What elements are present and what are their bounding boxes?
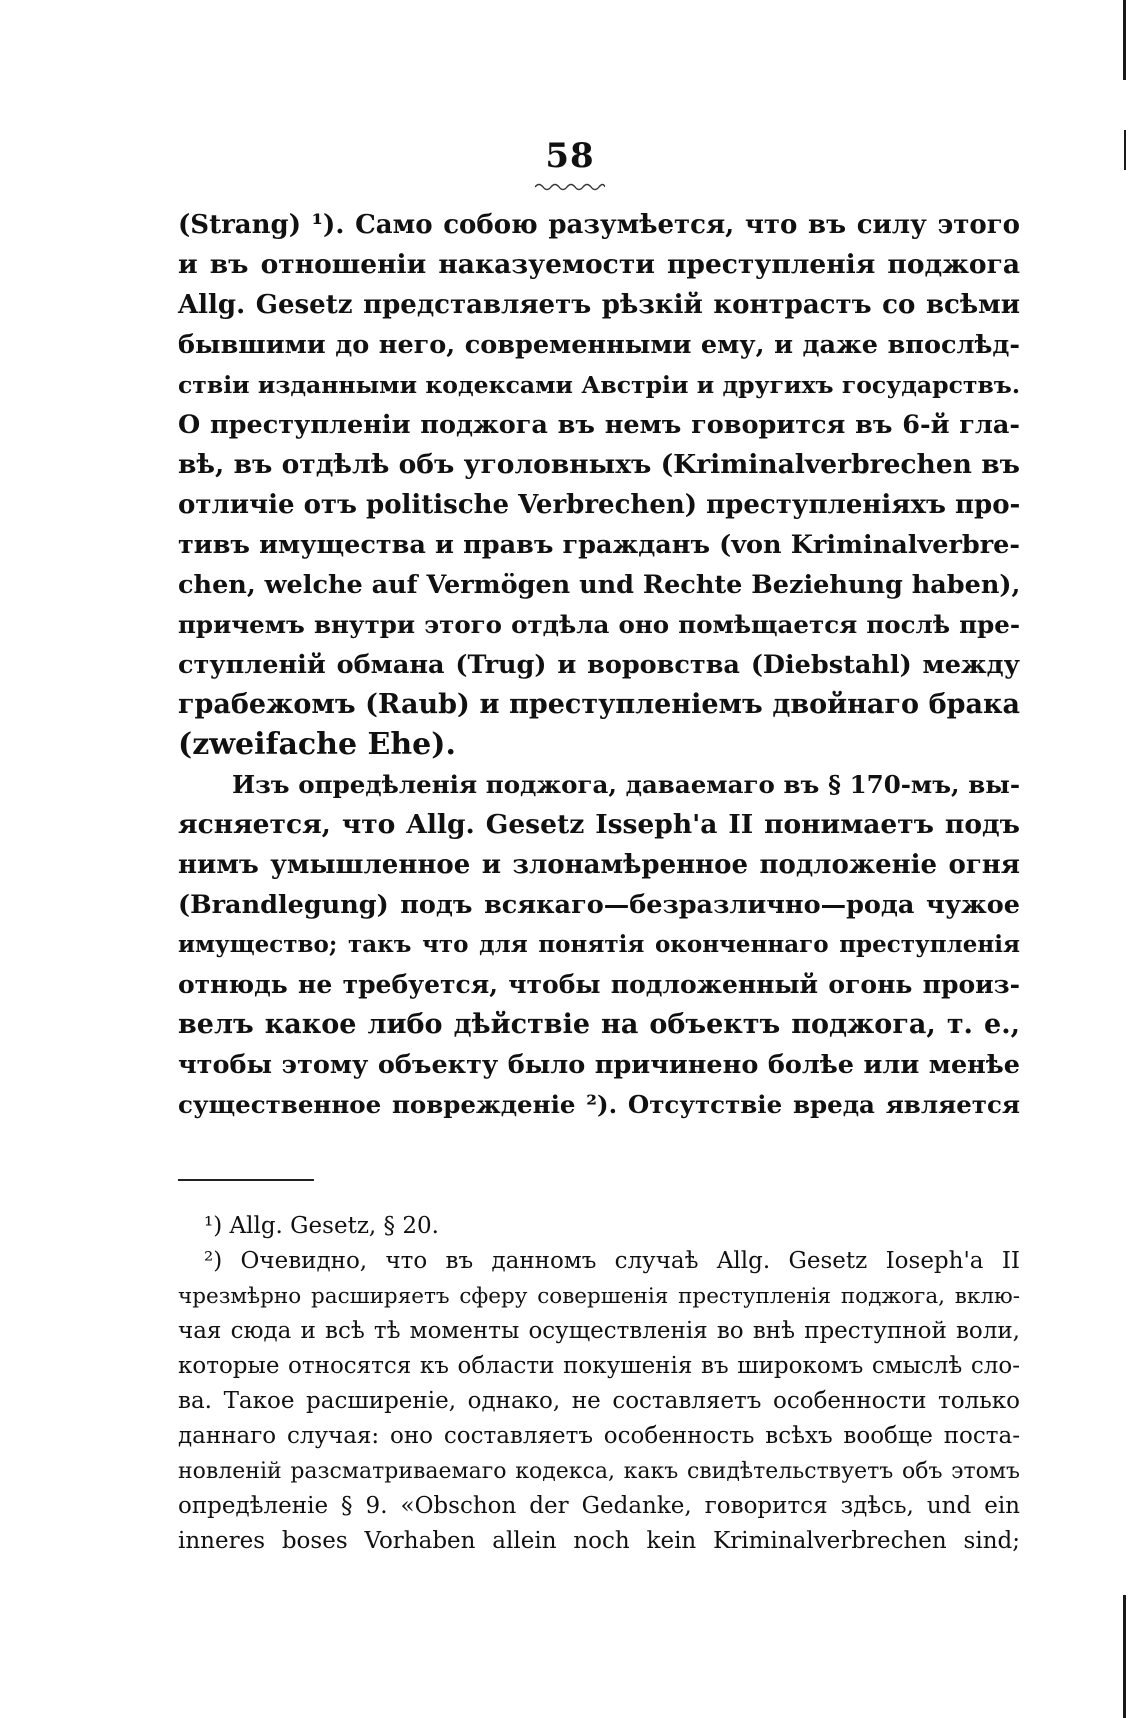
footnote-line: inneres boses Vorhaben allein noch kein Kriminalverbrechen sind; [178,1528,1020,1554]
text-line: О преступленіи поджога въ немъ говорится въ 6-й гла- [178,410,1020,440]
text-line: имущество; такъ что для понятія оконченнаго преступленія [178,931,1020,958]
text-line: грабежомъ (Raub) и преступленіемъ двойнаго брака [178,689,1020,720]
text-line: причемъ внутри этого отдѣла оно помѣщается послѣ пре- [178,610,1020,639]
footnote-divider [178,1179,314,1181]
text-line: Изъ опредѣленія поджога, даваемаго въ § 170-мъ, вы- [232,770,1020,799]
text-line: ступленій обмана (Trug) и воровства (Diebstahl) между [178,650,1020,680]
text-line: ясняется, что Allg. Gesetz Isseph'a II понимаетъ подъ [178,809,1020,840]
text-line: отличіе отъ politische Verbrechen) преступленіяхъ про- [178,490,1021,520]
text-line: нимъ умышленное и злонамѣренное подложеніе огня [178,850,1020,880]
main-text [178,205,1020,1125]
footnote-line: опредѣленіе § 9. «Obschon der Gedanke, говорится здѣсь, und ein [178,1493,1020,1519]
text-line: тивъ имущества и правъ гражданъ (von Kriminalverbre- [178,530,1020,560]
footnotes [178,1209,1020,1559]
footnote-line: чая сюда и всѣ тѣ моменты осуществленія во внѣ преступной воли, [178,1318,1020,1344]
text-line: отнюдь не требуется, чтобы подложенный огонь произ- [178,970,1020,999]
text-line: велъ какое либо дѣйствіе на объектъ поджога, т. е., [178,1009,1020,1040]
text-line: (zweifache Ehe). [178,727,456,762]
footnote-line: новленій разсматриваемаго кодекса, какъ свидѣтельствуетъ объ этомъ [178,1459,1020,1484]
text-line: и въ отношеніи наказуемости преступленія поджога [178,249,1020,280]
page-number: 58 [545,136,595,176]
text-line: существенное поврежденіе ²). Отсутствіе вреда является [178,1090,1020,1119]
text-line: вѣ, въ отдѣлѣ объ уголовныхъ (Kriminalverbrechen въ [178,449,1020,480]
text-line: ствіи изданными кодексами Австріи и другихъ государствъ. [178,371,1020,399]
footnote-line: которые относятся къ области покушенія въ широкомъ смыслѣ сло- [178,1353,1020,1379]
decorative-wave-icon [535,182,605,192]
text-line: chen, welche auf Vermögen und Rechte Beziehung haben), [178,570,1021,600]
text-line: чтобы этому объекту было причинено болѣе или менѣе [178,1050,1020,1080]
footnote-line: чрезмѣрно расширяетъ сферу совершенія преступленія поджога, вклю- [178,1284,1020,1309]
text-line: Allg. Gesetz представляетъ рѣзкій контрастъ со всѣми [178,290,1020,320]
text-line: (Strang) ¹). Само собою разумѣется, что въ силу этого [178,210,1020,240]
text-line: бывшими до него, современными ему, и даже впослѣд- [178,330,1020,360]
text-line: (Brandlegung) подъ всякаго—безразлично—рода чужое [178,890,1020,920]
page-edge-line [1123,1595,1126,1718]
footnote-line: даннаго случая: оно составляетъ особенность всѣхъ вообще поста- [178,1423,1020,1449]
footnote-line: ва. Такое расширеніе, однако, не составляетъ особенности только [178,1388,1020,1414]
page-edge-line [1123,0,1126,80]
footnote-line: ¹) Allg. Gesetz, § 20. [204,1213,439,1239]
footnote-line: ²) Очевидно, что въ данномъ случаѣ Allg. Gesetz Ioseph'a II [204,1248,1020,1274]
